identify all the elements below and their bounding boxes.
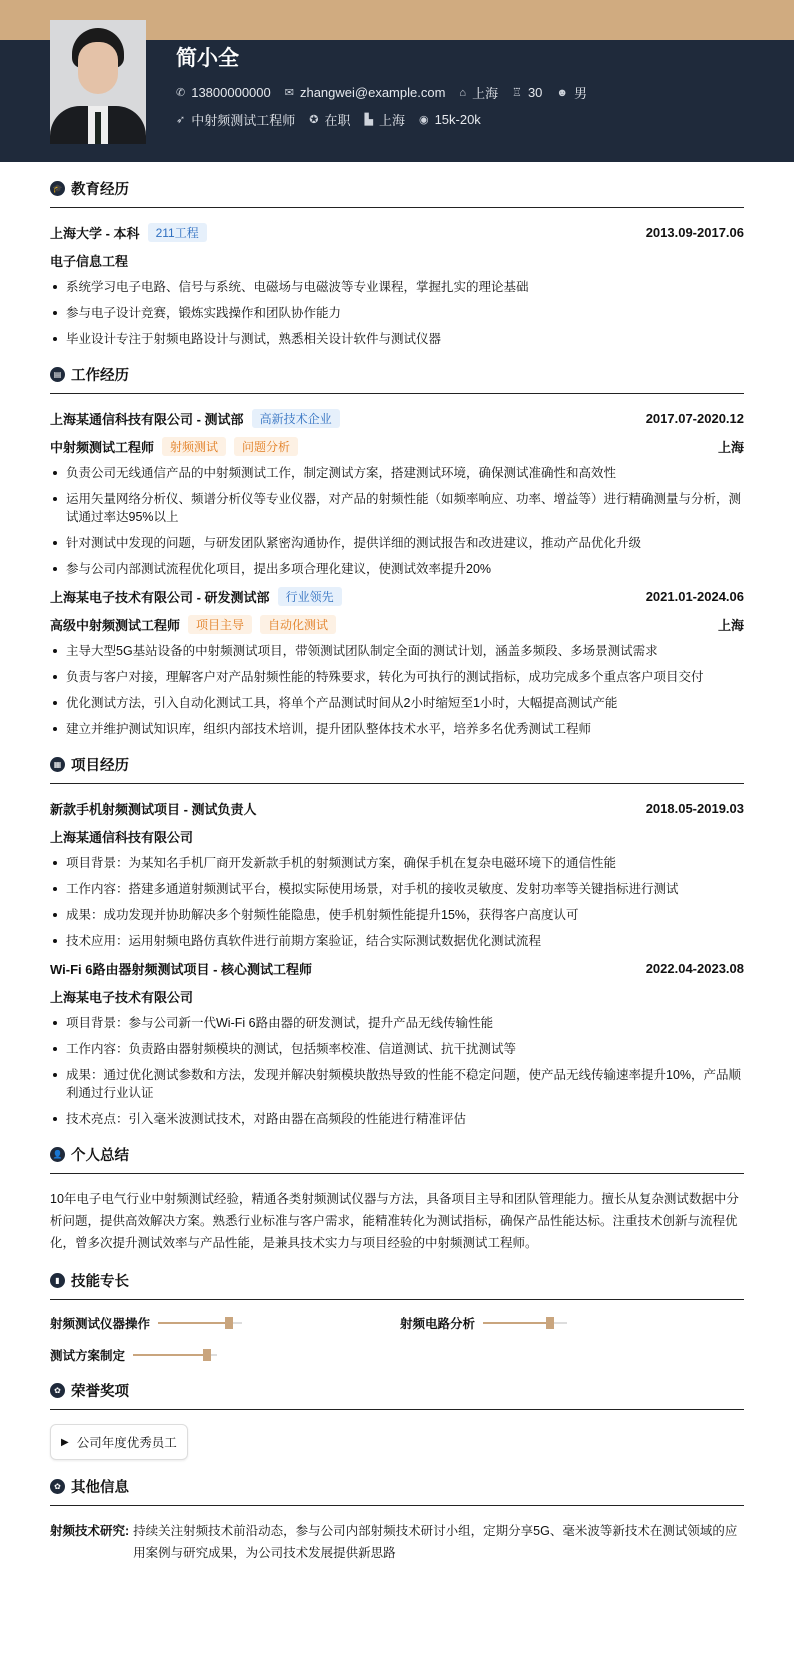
email-icon: ✉ xyxy=(284,87,294,99)
email: zhangwei@example.com xyxy=(299,85,446,100)
skill-tag: 问题分析 xyxy=(234,437,298,456)
company: 上海某通信科技有限公司 - 测试部 xyxy=(50,411,244,427)
list-item: 针对测试中发现的问题，与研发团队紧密沟通协作，提供详细的测试报告和改进建议，推动产品优化升级 xyxy=(50,534,744,552)
city: 上海 xyxy=(717,439,744,455)
section-title: 项目经历 xyxy=(71,758,129,774)
summary-section xyxy=(50,1144,744,1254)
gender: 男 xyxy=(574,86,588,101)
school-tag: 211工程 xyxy=(148,223,207,242)
summary-text: 10年电子电气行业中射频测试经验，精通各类射频测试仪器与方法，具备项目主导和团队管理能力。擅长从复杂测试数据中分析问题，提供高效解决方案。熟悉行业标准与客户需求，能精准转化为测试指标，确保产品性能达标。注重技术创新与流程优化，曾多次提升测试效率与产品性能，是兼具技术实力与项目经验的中射频测试工程师。 xyxy=(50,1192,739,1250)
school: 上海大学 - 本科 xyxy=(50,225,140,241)
skill-item xyxy=(400,1314,744,1332)
home-icon: ⌂ xyxy=(459,86,467,99)
list-item: 运用矢量网络分析仪、频谱分析仪等专业仪器，对产品的射频性能（如频率响应、功率、增益等）进行精确测量与分析，测试通过率达95%以上 xyxy=(50,490,744,526)
graduation-cap-icon: 🎓 xyxy=(50,181,65,196)
work-city: 上海 xyxy=(378,113,405,128)
project-entry xyxy=(50,798,744,950)
skill-tag: 射频测试 xyxy=(162,437,226,456)
list-item: 参与公司内部测试流程优化项目，提出多项合理化建议，使测试效率提升20% xyxy=(50,560,744,578)
list-item: 主导大型5G基站设备的中射频测试项目，带领测试团队制定全面的测试计划，涵盖多频段、多场景测试需求 xyxy=(50,642,744,660)
skill-name: 射频电路分析 xyxy=(400,1317,476,1331)
city: 上海 xyxy=(472,86,499,101)
skill-name: 射频测试仪器操作 xyxy=(50,1317,151,1331)
list-item: 技术亮点：引入毫米波测试技术，对路由器在高频段的性能进行精准评估 xyxy=(50,1110,744,1128)
section-title: 荣誉奖项 xyxy=(71,1384,129,1400)
skill-level-bar xyxy=(483,1322,567,1324)
phone-icon: ✆ xyxy=(176,87,186,99)
other-text: 持续关注射频技术前沿动态，参与公司内部射频技术研讨小组，定期分享5G、毫米波等新技术在测试领域的应用案例与研究成果，为公司技术发展提供新思路 xyxy=(133,1524,738,1560)
job-entry xyxy=(50,586,744,738)
section-title: 其他信息 xyxy=(71,1480,129,1496)
profile-photo xyxy=(50,20,146,144)
phone: 13800000000 xyxy=(191,85,271,100)
list-item: 系统学习电子电路、信号与系统、电磁场与电磁波等专业课程，掌握扎实的理论基础 xyxy=(50,278,744,296)
date: 2018.05-2019.03 xyxy=(645,800,744,816)
other-section xyxy=(50,1476,744,1564)
salary-icon: ◉ xyxy=(418,114,429,126)
skill-item xyxy=(50,1314,400,1332)
skills-section xyxy=(50,1270,744,1364)
gender-icon: ☻ xyxy=(556,86,568,99)
work-section xyxy=(50,364,744,738)
info-icon: ✿ xyxy=(50,1479,65,1494)
contact-row xyxy=(176,83,587,102)
user-icon: 👤 xyxy=(50,1147,65,1162)
skill-level-thumb xyxy=(225,1317,233,1329)
age: 30 xyxy=(527,85,543,100)
project-entry xyxy=(50,958,744,1128)
award-icon: ✿ xyxy=(50,1383,65,1398)
list-item: 负责与客户对接，理解客户对产品射频性能的特殊要求，转化为可执行的测试指标，成功完成多个重点客户项目交付 xyxy=(50,668,744,686)
list-item: 工作内容：负责路由器射频模块的测试，包括频率校准、信道测试、抗干扰测试等 xyxy=(50,1040,744,1058)
section-title: 工作经历 xyxy=(71,368,129,384)
list-item: 项目背景：参与公司新一代Wi-Fi 6路由器的研发测试，提升产品无线传输性能 xyxy=(50,1014,744,1032)
skill-level-bar xyxy=(158,1322,242,1324)
skill-name: 测试方案制定 xyxy=(50,1349,126,1363)
salary: 15k-20k xyxy=(434,112,481,127)
skill-tag: 自动化测试 xyxy=(260,615,336,634)
company: 上海某电子技术有限公司 - 研发测试部 xyxy=(50,589,270,605)
skill-level-fill xyxy=(483,1322,550,1324)
role: 高级中射频测试工程师 xyxy=(50,617,181,633)
grid-icon: ▦ xyxy=(50,757,65,772)
list-item: 成果：通过优化测试参数和方法，发现并解决射频模块散热导致的性能不稳定问题，使产品无线传输速率提升10%，产品顺利通过行业认证 xyxy=(50,1066,744,1102)
list-item: 工作内容：搭建多通道射频测试平台，模拟实际使用场景，对手机的接收灵敏度、发射功率等关键指标进行测试 xyxy=(50,880,744,898)
candidate-name: 简小全 xyxy=(176,47,239,70)
list-item: 负责公司无线通信产品的中射频测试工作，制定测试方案，搭建测试环境，确保测试准确性和高效性 xyxy=(50,464,744,482)
list-item: 参与电子设计竞赛，锻炼实践操作和团队协作能力 xyxy=(50,304,744,322)
section-title: 个人总结 xyxy=(71,1148,129,1164)
cake-icon: ♖ xyxy=(512,87,522,99)
position: 中射频测试工程师 xyxy=(191,113,296,128)
skill-level-thumb xyxy=(203,1349,211,1361)
list-item: 优化测试方法，引入自动化测试工具，将单个产品测试时间从2小时缩短至1小时，大幅提高测试产能 xyxy=(50,694,744,712)
city: 上海 xyxy=(717,617,744,633)
list-item: 毕业设计专注于射频电路设计与测试，熟悉相关设计软件与测试仪器 xyxy=(50,330,744,348)
awards-section xyxy=(50,1380,744,1460)
date: 2021.01-2024.06 xyxy=(645,588,744,604)
company-tag: 高新技术企业 xyxy=(252,409,340,428)
job-intent-row xyxy=(176,110,481,129)
date: 2022.04-2023.08 xyxy=(645,960,744,976)
building-icon: ▙ xyxy=(364,114,373,126)
date: 2013.09-2017.06 xyxy=(645,224,744,240)
list-item: 成果：成功发现并协助解决多个射频性能隐患，使手机射频性能提升15%，获得客户高度认可 xyxy=(50,906,744,924)
status-icon: ✪ xyxy=(309,114,319,126)
skill-item xyxy=(50,1346,400,1364)
skill-tag: 项目主导 xyxy=(188,615,252,634)
skill-level-thumb xyxy=(546,1317,554,1329)
date: 2017.07-2020.12 xyxy=(645,410,744,426)
role: 中射频测试工程师 xyxy=(50,439,155,455)
project-company: 上海某电子技术有限公司 xyxy=(50,989,194,1005)
project-name: Wi-Fi 6路由器射频测试项目 - 核心测试工程师 xyxy=(50,961,313,977)
award-name: 公司年度优秀员工 xyxy=(76,1436,177,1450)
education-section xyxy=(50,178,744,348)
triangle-right-icon: ▶ xyxy=(61,1436,69,1448)
projects-section xyxy=(50,754,744,1128)
project-company: 上海某通信科技有限公司 xyxy=(50,829,194,845)
status: 在职 xyxy=(324,113,351,128)
skill-level-fill xyxy=(133,1354,207,1356)
briefcase-icon: ▤ xyxy=(50,367,65,382)
award-item xyxy=(50,1424,188,1460)
other-label: 射频技术研究: xyxy=(50,1524,130,1538)
major: 电子信息工程 xyxy=(50,253,129,269)
skill-level-bar xyxy=(133,1354,217,1356)
list-item: 项目背景：为某知名手机厂商开发新款手机的射频测试方案，确保手机在复杂电磁环境下的通信性能 xyxy=(50,854,744,872)
job-entry xyxy=(50,408,744,578)
company-tag: 行业领先 xyxy=(278,587,342,606)
list-item: 建立并维护测试知识库，组织内部技术培训，提升团队整体技术水平，培养多名优秀测试工程师 xyxy=(50,720,744,738)
bar-chart-icon: ▮ xyxy=(50,1273,65,1288)
list-item: 技术应用：运用射频电路仿真软件进行前期方案验证，结合实际测试数据优化测试流程 xyxy=(50,932,744,950)
section-title: 技能专长 xyxy=(71,1274,129,1290)
project-name: 新款手机射频测试项目 - 测试负责人 xyxy=(50,801,257,817)
skill-level-fill xyxy=(158,1322,229,1324)
section-title: 教育经历 xyxy=(71,182,129,198)
send-icon: ➶ xyxy=(176,114,186,126)
